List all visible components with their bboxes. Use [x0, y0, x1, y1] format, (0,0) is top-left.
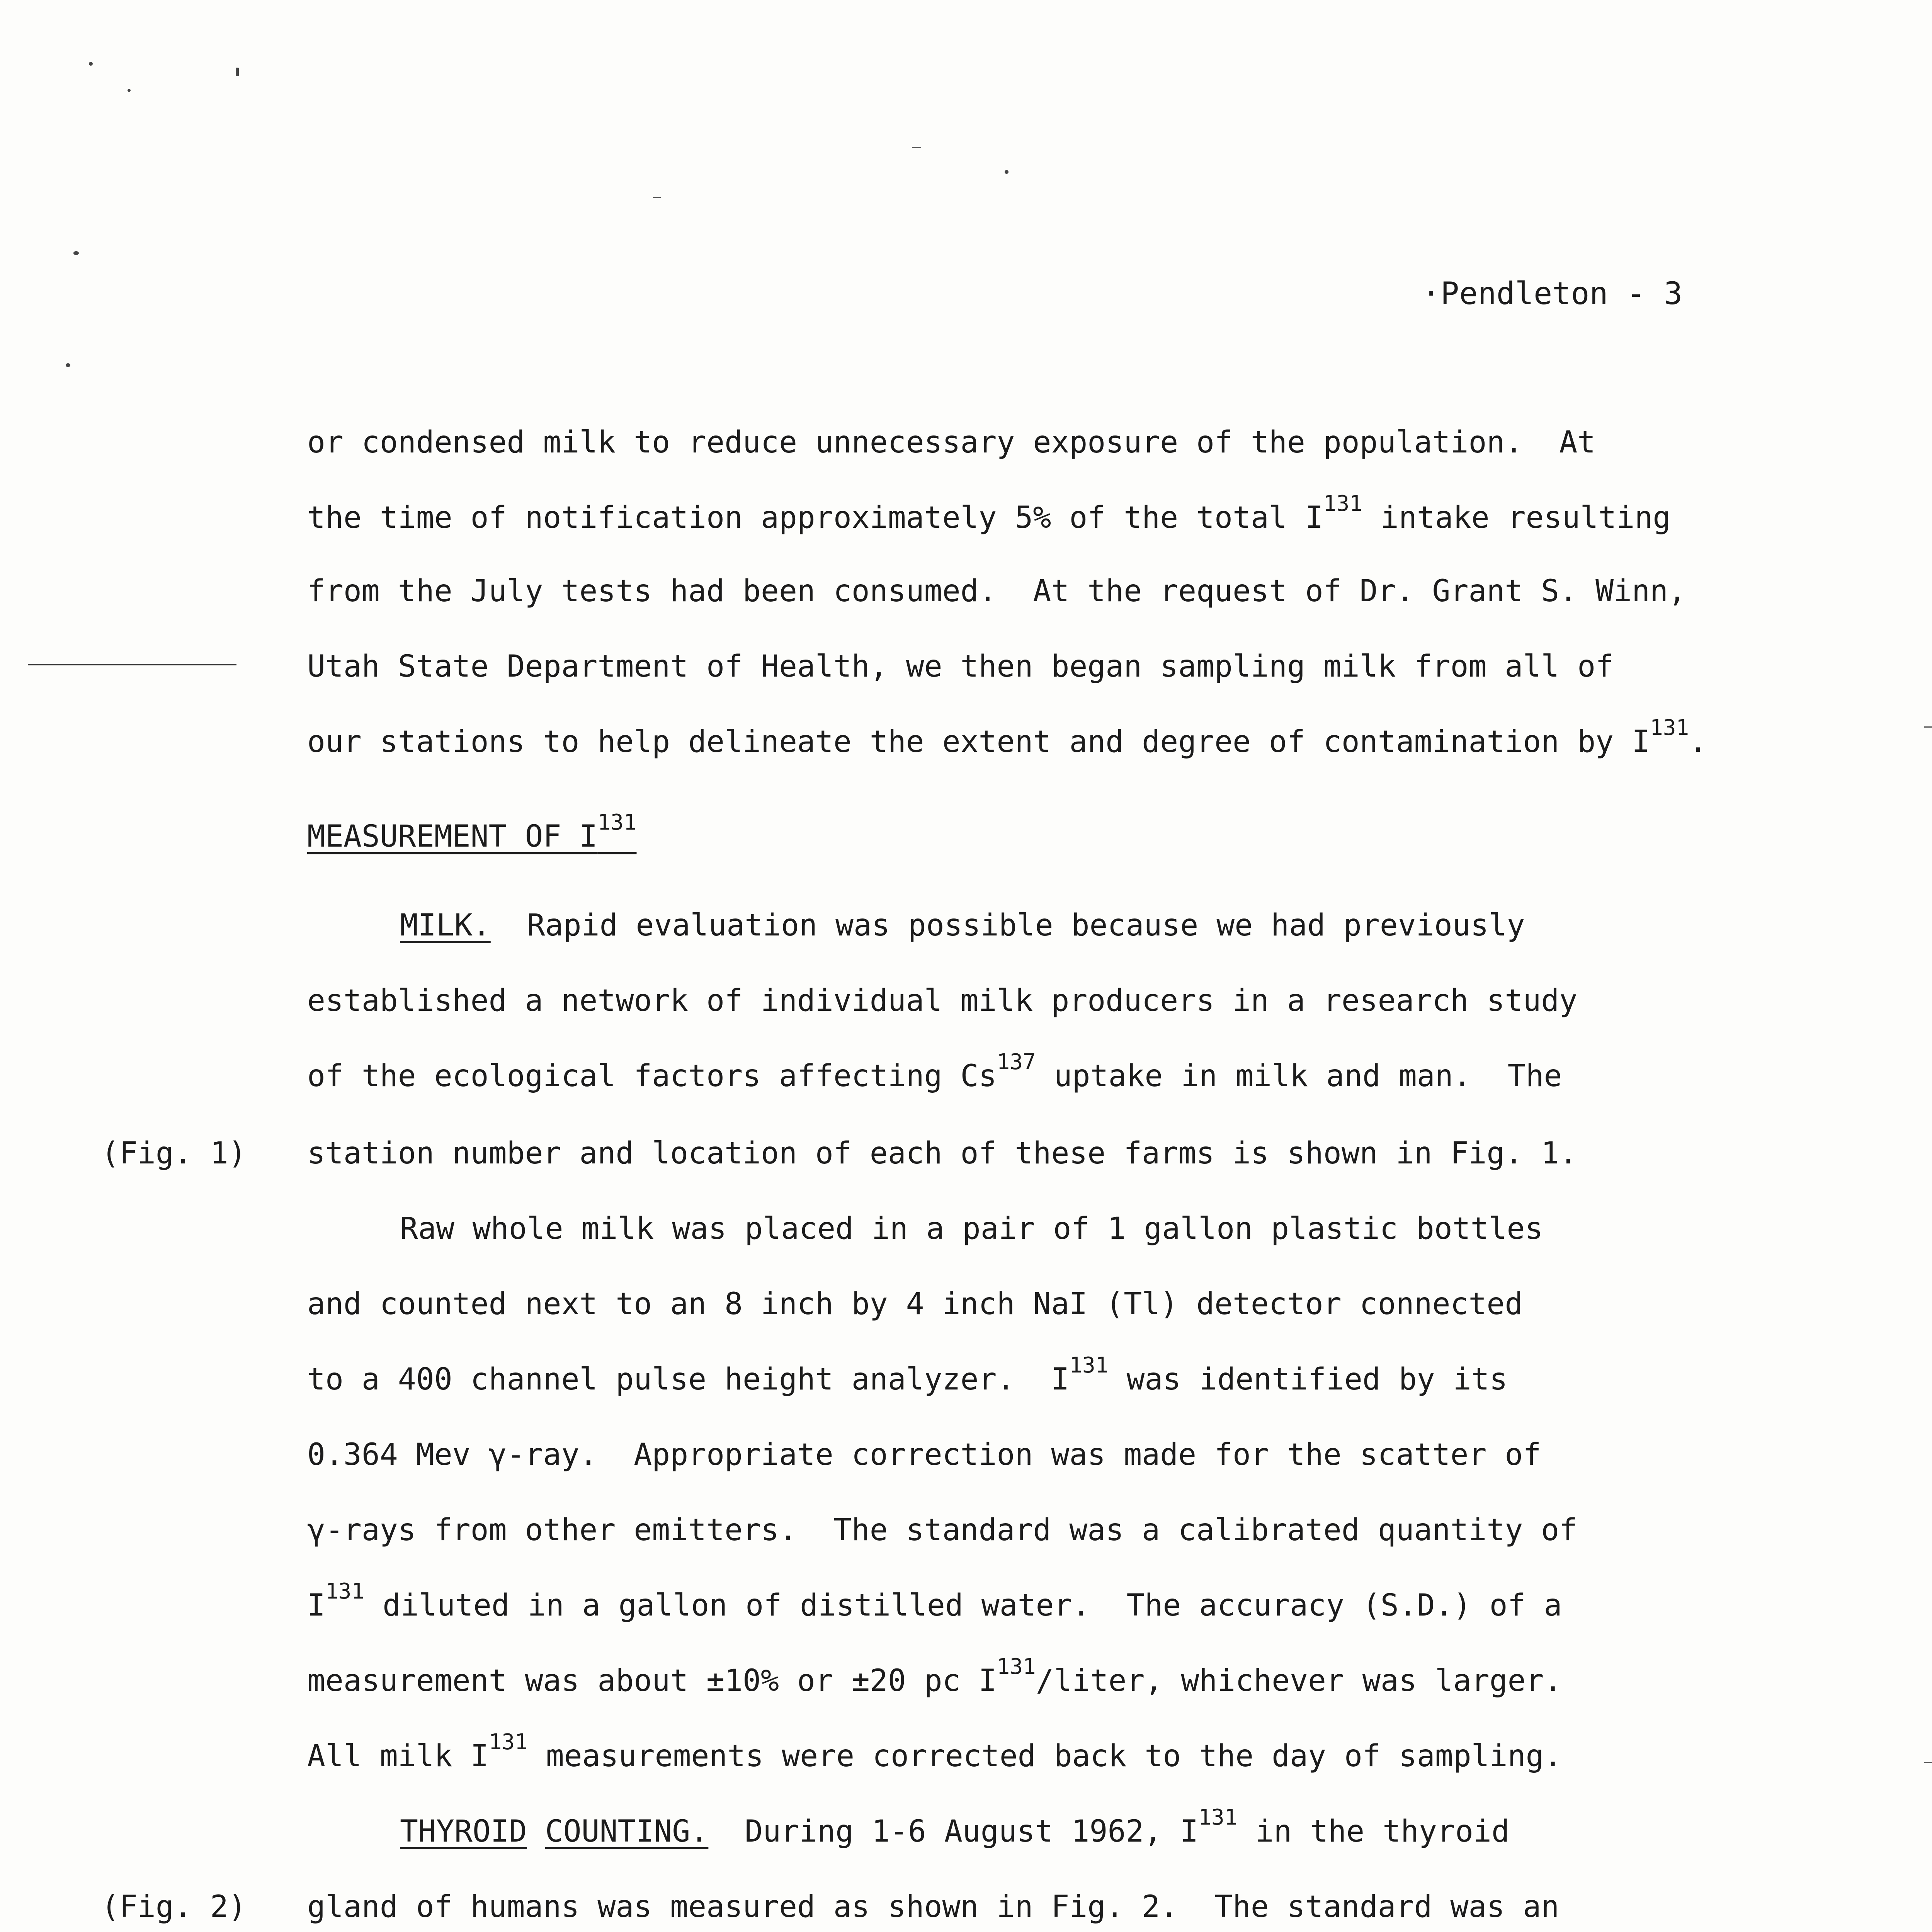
scan-rule-line — [28, 664, 236, 665]
body-line: station number and location of each of these farms is shown in Fig. 1. — [307, 1136, 1578, 1171]
section-heading: MEASUREMENT OF $I^{131}$ — [307, 810, 637, 854]
body-line: gland of humans was measured as shown in Fig. 2. The standard was an — [307, 1889, 1560, 1924]
body-line: from the July tests had been consumed. At the request of Dr. Grant S. Winn, — [307, 574, 1686, 609]
body-line: 0.364 Mev γ-ray. Appropriate correction was made for the scatter of — [307, 1437, 1541, 1472]
body-line: Raw whole milk was placed in a pair of 1 gallon plastic bottles — [400, 1211, 1543, 1246]
body-line: $I^{131}$ diluted in a gallon of distilled water. The accuracy (S.D.) of a — [307, 1579, 1562, 1623]
counting-label: COUNTING. — [545, 1814, 709, 1849]
thyroid-label: THYROID — [400, 1814, 527, 1849]
body-line: or condensed milk to reduce unnecessary exposure of the population. At — [307, 425, 1596, 460]
body-line: and counted next to an 8 inch by 4 inch NaI (Tl) detector connected — [307, 1287, 1523, 1321]
body-line: to a 400 channel pulse height analyzer. $I^{131}$ was identified by its — [307, 1353, 1508, 1397]
body-line: MILK. Rapid evaluation was possible because we had previously — [400, 908, 1525, 943]
body-line: of the ecological factors affecting Cs$^{137}$ uptake in milk and man. The — [307, 1049, 1562, 1094]
fig1-margin-note: (Fig. 1) — [101, 1136, 247, 1171]
scan-dash — [653, 197, 661, 198]
body-line: established a network of individual milk producers in a research study — [307, 983, 1578, 1018]
scan-dash — [912, 147, 921, 148]
scan-speck — [66, 363, 70, 367]
body-line: measurement was about ±10% or ±20 pc $I^{131}$/liter, whichever was larger. — [307, 1654, 1562, 1698]
scan-speck — [128, 89, 131, 92]
scan-dash — [1924, 726, 1932, 728]
scan-speck — [73, 251, 79, 255]
running-head: ·Pendleton - 3 — [1422, 276, 1683, 311]
scan-speck — [89, 62, 93, 66]
fig2-margin-note: (Fig. 2) — [101, 1889, 247, 1924]
scan-speck — [236, 68, 239, 76]
body-line: All milk $I^{131}$ measurements were corrected back to the day of sampling. — [307, 1730, 1562, 1774]
body-line: Utah State Department of Health, we then began sampling milk from all of — [307, 649, 1614, 684]
milk-label: MILK. — [400, 908, 491, 943]
body-line: THYROID COUNTING. During 1-6 August 1962, $I^{131}$ in the thyroid — [400, 1805, 1510, 1849]
scan-dash — [1924, 1762, 1932, 1763]
body-line: our stations to help delineate the extent and degree of contamination by $I^{131}$. — [307, 715, 1708, 759]
scan-speck — [1005, 170, 1009, 174]
body-line: γ-rays from other emitters. The standard was a calibrated quantity of — [307, 1513, 1578, 1548]
body-line: the time of notification approximately 5% of the total $I^{131}$ intake resulting — [307, 491, 1671, 535]
